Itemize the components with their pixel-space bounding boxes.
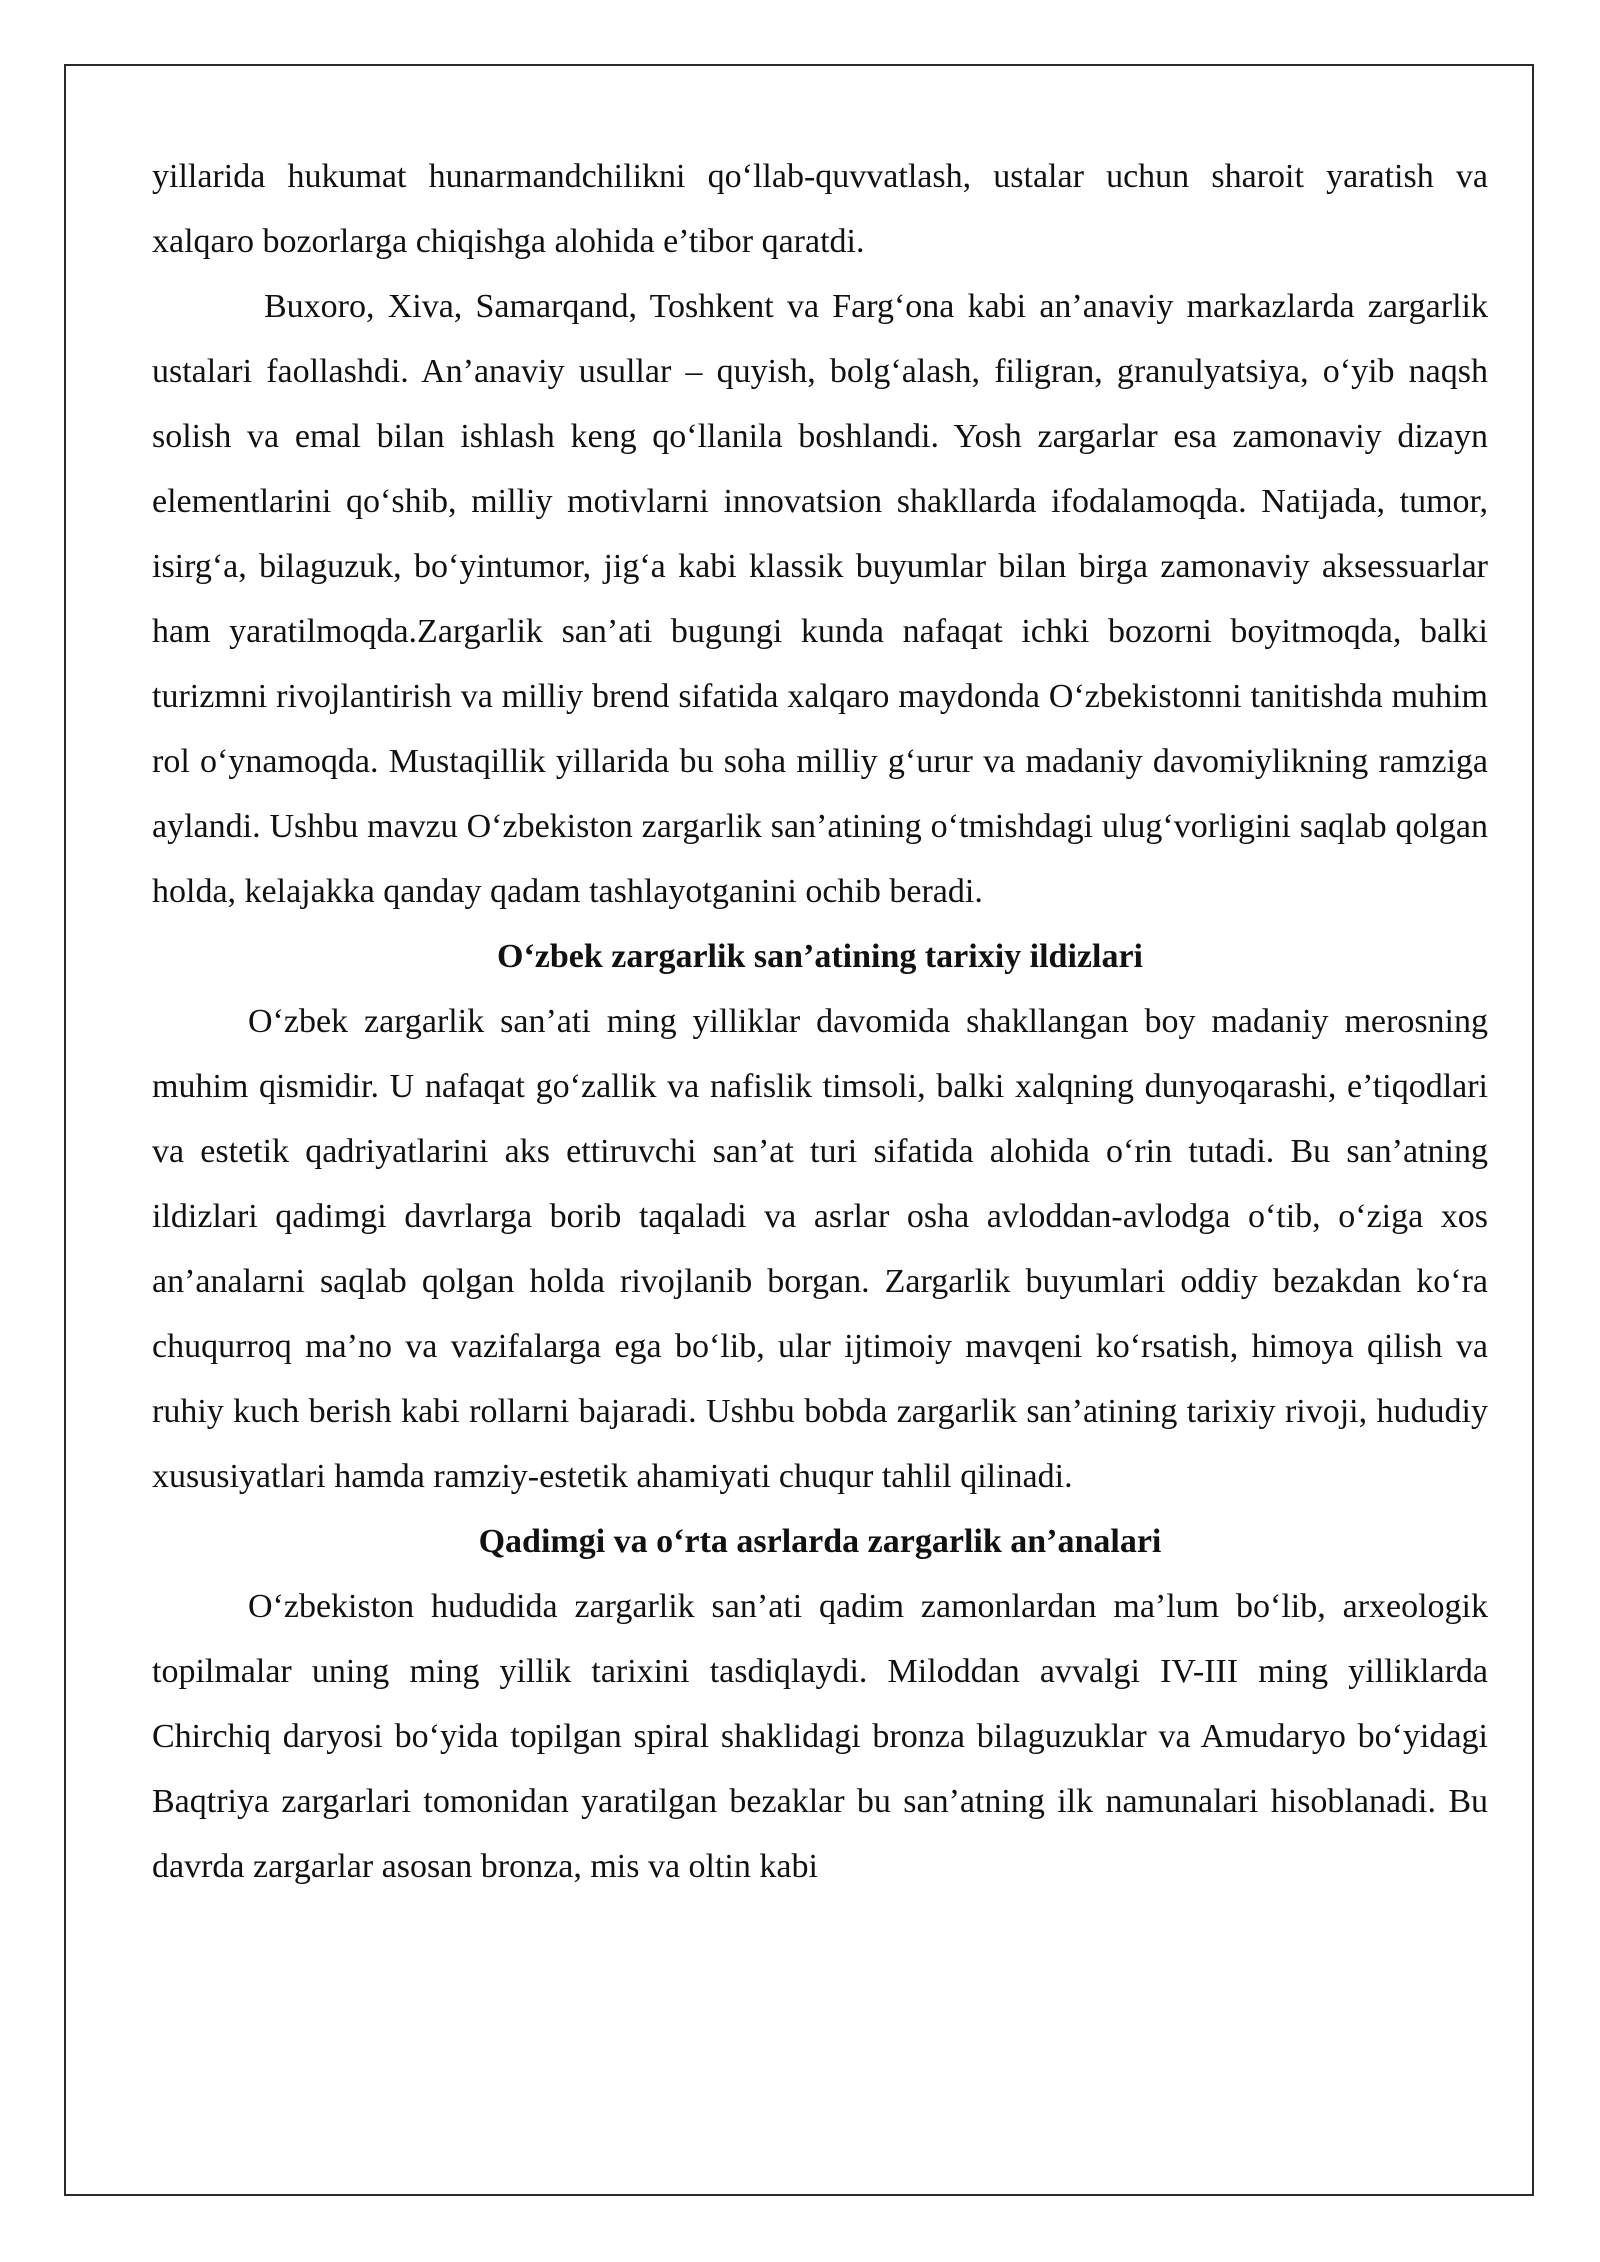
section-heading-ancient-medieval: Qadimgi va o‘rta asrlarda zargarlik an’analari (478, 1523, 1162, 1560)
paragraph-ancient-medieval: O‘zbekiston hududida zargarlik san’ati qadim zamonlardan ma’lum bo‘lib, arxeologik topilmalar uning ming yillik tarixini tasdiqlaydi. Miloddan avvalgi IV-III ming yilliklarda Chirchiq daryosi bo‘yida topilgan spiral shaklidagi bronza bilaguzuklar va Amudaryo bo‘yidagi Baqtriya zargarlari tomonidan yaratilgan bezaklar bu san’atning ilk namunalari hisoblanadi. Bu davrda zargarlar asosan bronza, mis va oltin kabi (152, 1588, 1488, 1885)
paragraph-jewelry-centers: Buxoro, Xiva, Samarqand, Toshkent va Farg‘ona kabi an’anaviy markazlarda zargarlik ustalari faollashdi. An’anaviy usullar – quyish, bolg‘alash, filigran, granulyatsiya, o‘yib naqsh solish va emal bilan ishlash keng qo‘llanila boshlandi. Yosh zargarlar esa zamonaviy dizayn elementlarini qo‘shib, milliy motivlarni innovatsion shakllarda ifodalamoqda. Natijada, tumor, isirg‘a, bilaguzuk, bo‘yintumor, jig‘a kabi klassik buyumlar bilan birga zamonaviy aksessuarlar ham yaratilmoqda.Zargarlik san’ati bugungi kunda nafaqat ichki bozorni boyitmoqda, balki turizmni rivojlantirish va milliy brend sifatida xalqaro maydonda O‘zbekistonni tanitishda muhim rol o‘ynamoqda. Mustaqillik yillarida bu soha milliy g‘urur va madaniy davomiylikning ramziga aylandi. Ushbu mavzu O‘zbekiston zargarlik san’atining o‘tmishdagi ulug‘vorligini saqlab qolgan holda, kelajakka qanday qadam tashlayotganini ochib beradi. (152, 288, 1488, 910)
paragraph-historical-roots: O‘zbek zargarlik san’ati ming yilliklar davomida shakllangan boy madaniy merosning muhim qismidir. U nafaqat go‘zallik va nafislik timsoli, balki xalqning dunyoqarashi, e’tiqodlari va estetik qadriyatlarini aks ettiruvchi san’at turi sifatida alohida o‘rin tutadi. Bu san’atning ildizlari qadimgi davrlarga borib taqaladi va asrlar osha avloddan-avlodga o‘tib, o‘ziga xos an’analarni saqlab qolgan holda rivojlanib borgan. Zargarlik buyumlari oddiy bezakdan ko‘ra chuqurroq ma’no va vazifalarga ega bo‘lib, ular ijtimoiy mavqeni ko‘rsatish, himoya qilish va ruhiy kuch berish kabi rollarni bajaradi. Ushbu bobda zargarlik san’atining tarixiy rivoji, hududiy xususiyatlari hamda ramziy-estetik ahamiyati chuqur tahlil qilinadi. (152, 1003, 1488, 1495)
paragraph-continuation: yillarida hukumat hunarmandchilikni qo‘llab-quvvatlash, ustalar uchun sharoit yaratish va xalqaro bozorlarga chiqishga alohida e’tibor qaratdi. (152, 158, 1488, 260)
section-heading-historical-roots: O‘zbek zargarlik san’atining tarixiy ildizlari (497, 938, 1143, 975)
document-body (152, 144, 1488, 1899)
